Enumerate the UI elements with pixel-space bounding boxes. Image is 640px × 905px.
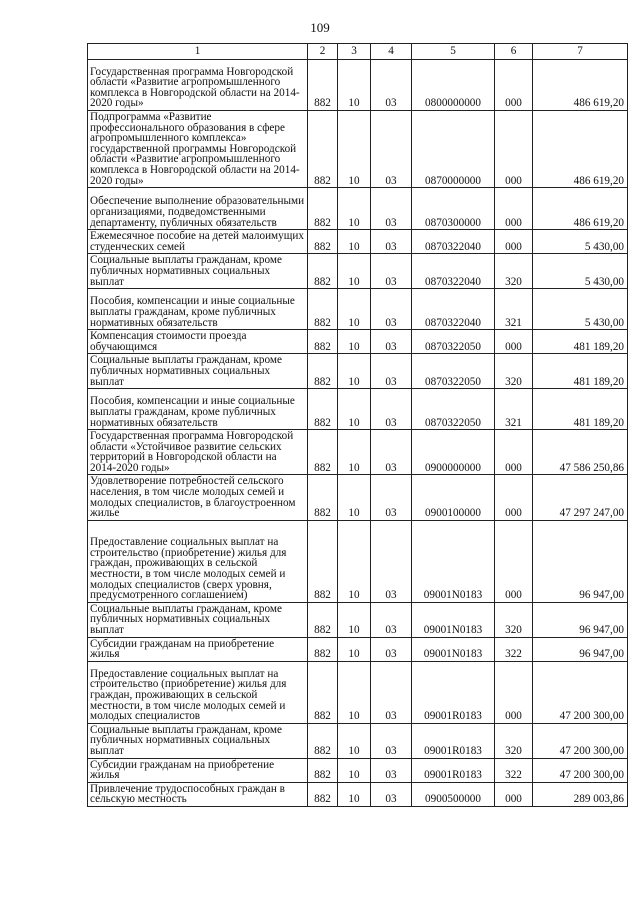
row-amount-cell: 486 619,20 xyxy=(533,188,628,230)
row-section-cell: 10 xyxy=(338,330,371,354)
table-row xyxy=(88,520,628,602)
row-subsection-cell: 03 xyxy=(371,188,412,230)
row-section-cell: 10 xyxy=(338,289,371,330)
row-target-cell: 09001R0183 xyxy=(412,723,495,758)
row-subsection-cell: 03 xyxy=(371,758,412,782)
row-type-cell: 322 xyxy=(495,637,533,661)
row-subsection-cell: 03 xyxy=(371,637,412,661)
row-target-cell: 0870322040 xyxy=(412,254,495,289)
row-name-cell: Привлечение трудоспособных граждан в сельскую местность xyxy=(88,782,308,806)
row-target-cell: 0870300000 xyxy=(412,188,495,230)
row-target-cell: 0900500000 xyxy=(412,782,495,806)
row-ministry-cell: 882 xyxy=(308,289,338,330)
row-section-cell: 10 xyxy=(338,758,371,782)
row-target-cell: 0870322040 xyxy=(412,289,495,330)
row-name-cell: Социальные выплаты гражданам, кроме публичных нормативных социальных выплат xyxy=(88,254,308,289)
row-type-cell: 322 xyxy=(495,758,533,782)
row-subsection-cell: 03 xyxy=(371,661,412,723)
row-ministry-cell: 882 xyxy=(308,782,338,806)
row-section-cell: 10 xyxy=(338,111,371,188)
row-subsection-cell: 03 xyxy=(371,254,412,289)
row-section-cell: 10 xyxy=(338,520,371,602)
row-amount-cell: 481 189,20 xyxy=(533,354,628,389)
row-section-cell: 10 xyxy=(338,60,371,111)
row-section-cell: 10 xyxy=(338,230,371,254)
row-ministry-cell: 882 xyxy=(308,602,338,637)
table-row xyxy=(88,430,628,475)
row-amount-cell: 47 200 300,00 xyxy=(533,758,628,782)
row-amount-cell: 96 947,00 xyxy=(533,637,628,661)
table-row xyxy=(88,289,628,330)
row-subsection-cell: 03 xyxy=(371,330,412,354)
row-section-cell: 10 xyxy=(338,254,371,289)
row-ministry-cell: 882 xyxy=(308,188,338,230)
row-section-cell: 10 xyxy=(338,661,371,723)
row-amount-cell: 481 189,20 xyxy=(533,330,628,354)
row-type-cell: 000 xyxy=(495,60,533,111)
row-section-cell: 10 xyxy=(338,389,371,430)
row-target-cell: 0870000000 xyxy=(412,111,495,188)
header-cell: 7 xyxy=(533,44,628,60)
row-target-cell: 0870322040 xyxy=(412,230,495,254)
row-ministry-cell: 882 xyxy=(308,230,338,254)
row-target-cell: 0900000000 xyxy=(412,430,495,475)
row-type-cell: 000 xyxy=(495,520,533,602)
row-section-cell: 10 xyxy=(338,602,371,637)
row-target-cell: 0870322050 xyxy=(412,389,495,430)
row-amount-cell: 96 947,00 xyxy=(533,602,628,637)
row-name-cell: Пособия, компенсации и иные социальные выплаты гражданам, кроме публичных нормативных обязательств xyxy=(88,389,308,430)
row-section-cell: 10 xyxy=(338,723,371,758)
row-amount-cell: 47 297 247,00 xyxy=(533,475,628,520)
table-row xyxy=(88,782,628,806)
row-type-cell: 000 xyxy=(495,661,533,723)
table-row xyxy=(88,602,628,637)
row-subsection-cell: 03 xyxy=(371,230,412,254)
row-amount-cell: 5 430,00 xyxy=(533,289,628,330)
row-name-cell: Подпрограмма «Развитие профессионального образования в сфере агропромышленного комплекса» государственной программы Новгородской области «Развитие агропромышленного комплекса в Новгородской области на 2014-2020 годы» xyxy=(88,111,308,188)
row-section-cell: 10 xyxy=(338,637,371,661)
row-amount-cell: 289 003,86 xyxy=(533,782,628,806)
row-ministry-cell: 882 xyxy=(308,354,338,389)
row-type-cell: 000 xyxy=(495,475,533,520)
row-target-cell: 0870322050 xyxy=(412,330,495,354)
row-section-cell: 10 xyxy=(338,188,371,230)
row-ministry-cell: 882 xyxy=(308,389,338,430)
row-type-cell: 320 xyxy=(495,354,533,389)
row-section-cell: 10 xyxy=(338,782,371,806)
row-name-cell: Социальные выплаты гражданам, кроме публичных нормативных социальных выплат xyxy=(88,354,308,389)
row-type-cell: 000 xyxy=(495,330,533,354)
row-amount-cell: 481 189,20 xyxy=(533,389,628,430)
row-name-cell: Ежемесячное пособие на детей малоимущих студенческих семей xyxy=(88,230,308,254)
table-row xyxy=(88,254,628,289)
row-subsection-cell: 03 xyxy=(371,782,412,806)
row-subsection-cell: 03 xyxy=(371,475,412,520)
row-amount-cell: 47 586 250,86 xyxy=(533,430,628,475)
table-row xyxy=(88,230,628,254)
row-amount-cell: 486 619,20 xyxy=(533,111,628,188)
row-section-cell: 10 xyxy=(338,354,371,389)
row-type-cell: 320 xyxy=(495,723,533,758)
table-row xyxy=(88,188,628,230)
table-row xyxy=(88,330,628,354)
header-cell: 6 xyxy=(495,44,533,60)
row-subsection-cell: 03 xyxy=(371,111,412,188)
table-row xyxy=(88,723,628,758)
row-name-cell: Пособия, компенсации и иные социальные выплаты гражданам, кроме публичных нормативных обязательств xyxy=(88,289,308,330)
row-name-cell: Государственная программа Новгородской области «Устойчивое развитие сельских территорий в Новгородской области на 2014-2020 годы» xyxy=(88,430,308,475)
table-row xyxy=(88,60,628,111)
row-name-cell: Предоставление социальных выплат на строительство (приобретение) жилья для граждан, проживающих в сельской местности, в том числе молодых семей и молодых специалистов (сверх уровня, предусмотренного соглашением) xyxy=(88,520,308,602)
row-name-cell: Социальные выплаты гражданам, кроме публичных нормативных социальных выплат xyxy=(88,723,308,758)
page-number: 109 xyxy=(310,20,330,35)
row-target-cell: 09001R0183 xyxy=(412,661,495,723)
row-amount-cell: 5 430,00 xyxy=(533,230,628,254)
header-cell: 1 xyxy=(88,44,308,60)
row-target-cell: 09001N0183 xyxy=(412,602,495,637)
row-name-cell: Субсидии гражданам на приобретение жилья xyxy=(88,758,308,782)
row-target-cell: 09001N0183 xyxy=(412,520,495,602)
table-row xyxy=(88,661,628,723)
header-cell: 5 xyxy=(412,44,495,60)
header-row xyxy=(88,44,628,60)
row-type-cell: 000 xyxy=(495,430,533,475)
row-type-cell: 000 xyxy=(495,782,533,806)
row-name-cell: Социальные выплаты гражданам, кроме публичных нормативных социальных выплат xyxy=(88,602,308,637)
row-target-cell: 0800000000 xyxy=(412,60,495,111)
table-row xyxy=(88,758,628,782)
row-subsection-cell: 03 xyxy=(371,520,412,602)
row-ministry-cell: 882 xyxy=(308,520,338,602)
table-row xyxy=(88,637,628,661)
table-row xyxy=(88,475,628,520)
row-target-cell: 09001N0183 xyxy=(412,637,495,661)
row-ministry-cell: 882 xyxy=(308,111,338,188)
row-amount-cell: 47 200 300,00 xyxy=(533,723,628,758)
row-ministry-cell: 882 xyxy=(308,661,338,723)
row-ministry-cell: 882 xyxy=(308,430,338,475)
row-subsection-cell: 03 xyxy=(371,60,412,111)
row-name-cell: Государственная программа Новгородской области «Развитие агропромышленного комплекса в Новгородской области на 2014-2020 годы» xyxy=(88,60,308,111)
table-row xyxy=(88,111,628,188)
row-ministry-cell: 882 xyxy=(308,475,338,520)
row-section-cell: 10 xyxy=(338,475,371,520)
row-subsection-cell: 03 xyxy=(371,723,412,758)
row-subsection-cell: 03 xyxy=(371,389,412,430)
table-row xyxy=(88,354,628,389)
row-type-cell: 000 xyxy=(495,111,533,188)
row-ministry-cell: 882 xyxy=(308,637,338,661)
row-section-cell: 10 xyxy=(338,430,371,475)
row-type-cell: 000 xyxy=(495,188,533,230)
row-target-cell: 0900100000 xyxy=(412,475,495,520)
row-subsection-cell: 03 xyxy=(371,289,412,330)
row-type-cell: 000 xyxy=(495,230,533,254)
row-name-cell: Субсидии гражданам на приобретение жилья xyxy=(88,637,308,661)
row-type-cell: 320 xyxy=(495,602,533,637)
table-row xyxy=(88,389,628,430)
row-subsection-cell: 03 xyxy=(371,430,412,475)
row-type-cell: 321 xyxy=(495,389,533,430)
row-amount-cell: 486 619,20 xyxy=(533,60,628,111)
header-cell: 4 xyxy=(371,44,412,60)
budget-table xyxy=(87,43,628,807)
row-name-cell: Удовлетворение потребностей сельского населения, в том числе молодых семей и молодых специалистов, в благоустроенном жилье xyxy=(88,475,308,520)
row-amount-cell: 5 430,00 xyxy=(533,254,628,289)
row-ministry-cell: 882 xyxy=(308,758,338,782)
row-subsection-cell: 03 xyxy=(371,354,412,389)
row-ministry-cell: 882 xyxy=(308,723,338,758)
row-name-cell: Обеспечение выполнение образовательными организациями, подведомственными департаменту, публичных обязательств xyxy=(88,188,308,230)
header-cell: 3 xyxy=(338,44,371,60)
row-name-cell: Предоставление социальных выплат на строительство (приобретение) жилья для граждан, проживающих в сельской местности, в том числе молодых семей и молодых специалистов xyxy=(88,661,308,723)
header-cell: 2 xyxy=(308,44,338,60)
row-subsection-cell: 03 xyxy=(371,602,412,637)
row-type-cell: 320 xyxy=(495,254,533,289)
row-ministry-cell: 882 xyxy=(308,330,338,354)
row-name-cell: Компенсация стоимости проезда обучающимся xyxy=(88,330,308,354)
row-ministry-cell: 882 xyxy=(308,60,338,111)
row-amount-cell: 96 947,00 xyxy=(533,520,628,602)
row-target-cell: 09001R0183 xyxy=(412,758,495,782)
row-target-cell: 0870322050 xyxy=(412,354,495,389)
row-amount-cell: 47 200 300,00 xyxy=(533,661,628,723)
row-type-cell: 321 xyxy=(495,289,533,330)
row-ministry-cell: 882 xyxy=(308,254,338,289)
